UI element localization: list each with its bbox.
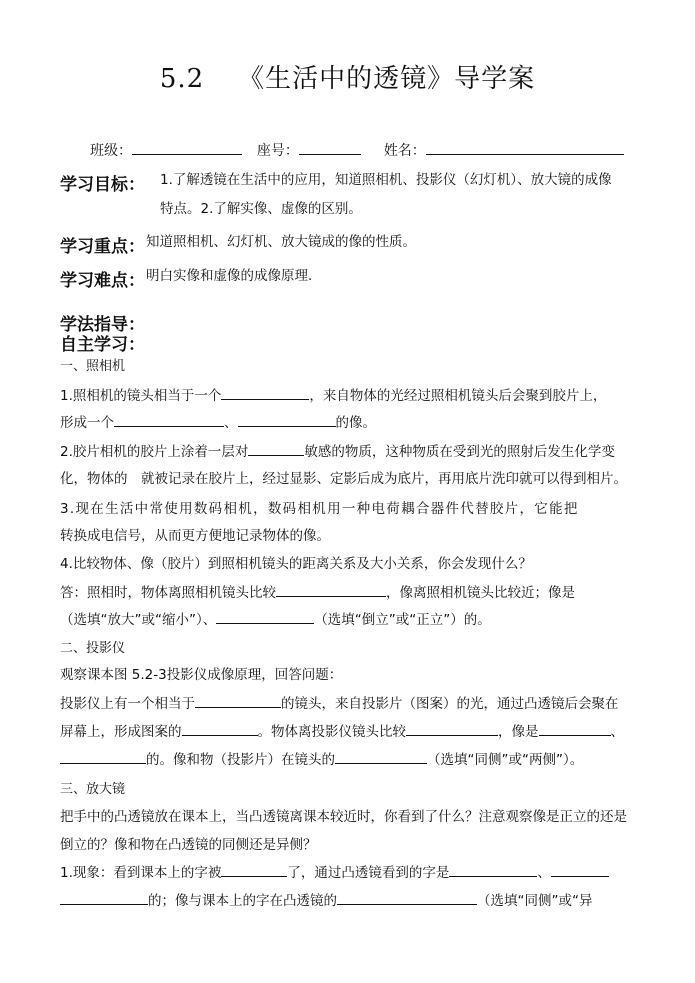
page-title (0, 58, 695, 95)
projector-blank-2[interactable] (182, 721, 258, 736)
difficulty-label: 学习难点： (60, 271, 145, 291)
magnifier-heading: 三、放大镜 (60, 782, 126, 797)
camera-q1-blank-1[interactable] (221, 385, 309, 400)
camera-answer-blank-1[interactable] (276, 582, 386, 597)
camera-q3-line2: 转换成电信号，从而更方便地记录物体的像。 (60, 528, 330, 544)
title-text: 《生活中的透镜》导学案 (238, 64, 536, 94)
name-label: 姓名： (383, 143, 426, 159)
camera-q4: 4.比较物体、像（胶片）到照相机镜头的距离关系及大小关系，你会发现什么？ (60, 556, 532, 572)
difficulty-text: 明白实像和虚像的成像原理. (146, 268, 313, 284)
projector-intro: 观察课本图 5.2-3投影仪成像原理，回答问题： (60, 667, 343, 683)
camera-answer-line1: 答：照相时，物体离照相机镜头比较 ，像离照相机镜头比较近；像是 (60, 579, 575, 608)
projector-blank-6[interactable] (335, 749, 427, 764)
goal-label: 学习目标： (60, 175, 145, 195)
magnifier-blank-5[interactable] (337, 890, 477, 905)
projector-blank-4[interactable] (539, 721, 611, 736)
class-label: 班级： (90, 143, 132, 159)
goal-line-1: 1.了解透镜在生活中的应用，知道照相机、投影仪（幻灯机）、放大镜的成像 (160, 172, 612, 188)
projector-blank-3[interactable] (406, 721, 498, 736)
projector-blank-1[interactable] (195, 693, 281, 708)
camera-answer-line2: （选填“放大”或“缩小”）、 （选填“倒立”或“正立”）的。 (60, 606, 491, 635)
title-number: 5.2 (159, 64, 205, 94)
projector-blank-5[interactable] (60, 749, 146, 764)
magnifier-line1: 把手中的凸透镜放在课本上，当凸透镜离课本较近时，你看到了什么？注意观察像是正立的还是 (60, 809, 627, 825)
projector-heading: 二、投影仪 (60, 641, 126, 656)
camera-heading: 一、照相机 (60, 359, 126, 374)
magnifier-blank-1[interactable] (221, 862, 287, 877)
method-label: 学法指导： (60, 315, 145, 335)
projector-line1: 投影仪上有一个相当于 的镜头，来自投影片（图案）的光，通过凸透镜后会聚在 (60, 690, 619, 719)
camera-q3-line1: 3.现在生活中常使用数码相机，数码相机用一种电荷耦合器件代替胶片，它能把 (60, 501, 579, 517)
camera-q2-blank[interactable] (248, 441, 304, 456)
camera-answer-blank-2[interactable] (216, 609, 314, 624)
goal-line-2: 特点。2.了解实像、虚像的区别。 (160, 201, 362, 217)
magnifier-line2: 倒立的？像和物在凸透镜的同侧还是异侧？ (60, 837, 317, 853)
magnifier-line3: 1.现象：看到课本上的字被 了，通过凸透镜看到的字是 、 (60, 859, 609, 888)
name-blank[interactable] (426, 140, 624, 155)
seat-blank[interactable] (299, 140, 361, 155)
projector-line2: 屏幕上，形成图案的 。物体离投影仪镜头比较 ，像是 、 (60, 718, 624, 747)
projector-line3: 的。像和物（投影片）在镜头的 （选填“同侧”或“两侧”）。 (60, 746, 583, 775)
magnifier-blank-3[interactable] (551, 862, 609, 877)
magnifier-blank-2[interactable] (449, 862, 537, 877)
focus-label: 学习重点： (60, 237, 145, 257)
magnifier-blank-4[interactable] (60, 890, 148, 905)
class-blank[interactable] (132, 140, 242, 155)
camera-q2-line1: 2.胶片相机的胶片上涂着一层对 敏感的物质，这种物质在受到光的照射后发生化学变 (60, 438, 615, 467)
focus-text: 知道照相机、幻灯机、放大镜成的像的性质。 (146, 234, 416, 250)
seat-label: 座号： (256, 143, 299, 159)
camera-q2-line2: 化，物体的 就被记录在胶片上，经过显影、定影后成为底片，再用底片洗印就可以得到相片。 (60, 471, 627, 487)
camera-q1-blank-3[interactable] (238, 412, 336, 427)
magnifier-line4: 的；像与课本上的字在凸透镜的 （选填“同侧”或“异 (60, 887, 592, 916)
student-info-line (90, 140, 624, 160)
camera-q1-line2: 形成一个 、 的像。 (60, 409, 376, 438)
self-study-label: 自主学习： (60, 335, 145, 355)
camera-q1-line1: 1.照相机的镜头相当于一个 ，来自物体的光经过照相机镜头后会聚到胶片上， (60, 382, 606, 411)
camera-q1-blank-2[interactable] (114, 412, 224, 427)
